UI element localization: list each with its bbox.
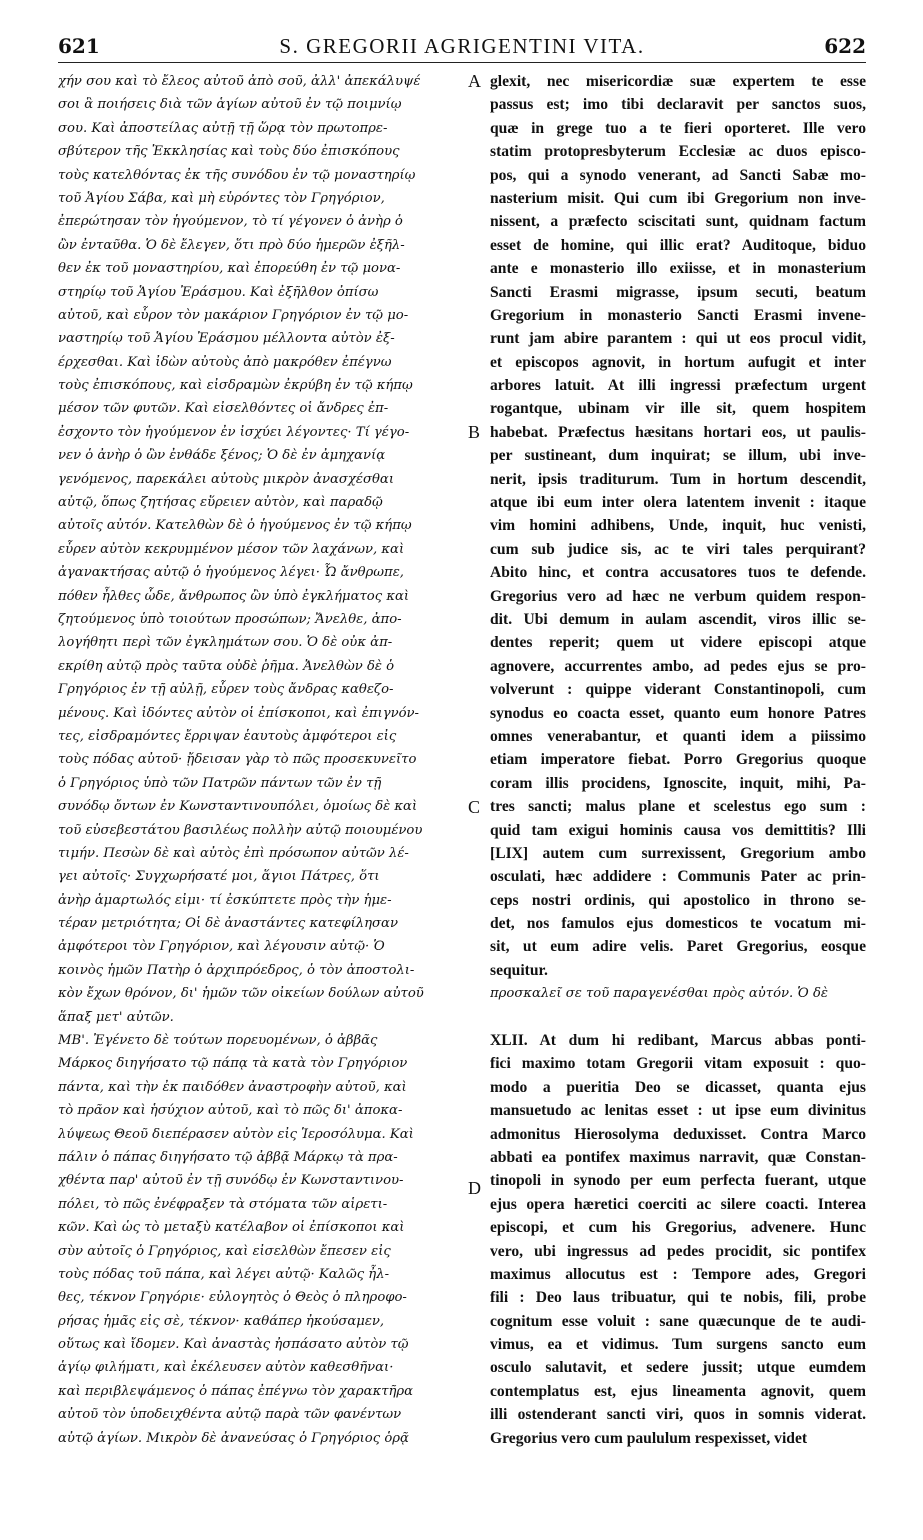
greek-line: σου. Καὶ ἀποστείλας αὐτῇ τῇ ὥρᾳ τὸν πρωτοπρε- bbox=[58, 120, 388, 136]
running-header bbox=[58, 34, 866, 63]
greek-line: κὸν ἔχων θρόνον, δι' ἡμῶν τῶν οἰκείων δούλων αὐτοῦ bbox=[58, 986, 424, 1002]
latin-line: rogantque, ubinam vir ille sit, quem hospitem bbox=[490, 400, 866, 418]
latin-line: fili : Deo laus tribuatur, qui te nobis, fili, probe bbox=[490, 1289, 866, 1307]
greek-line: ὁ Γρηγόριος ὑπὸ τῶν Πατρῶν πάντων τῶν ἐν τῇ bbox=[58, 775, 382, 791]
greek-line: συνόδῳ ὄντων ἐν Κωνσταντινουπόλει, ὁμοίως δὲ καὶ bbox=[58, 799, 418, 815]
margin-letter-d: D bbox=[468, 1178, 481, 1198]
latin-line: arbores latuit. At illi ingressi præfectum urgent bbox=[490, 377, 866, 395]
greek-line: τιμήν. Πεσὼν δὲ καὶ αὐτὸς ἐπὶ πρόσωπον αὐτῶν λέ- bbox=[58, 845, 409, 861]
latin-line: etiam imperatore fiebat. Porro Gregorius quoque bbox=[490, 751, 866, 769]
latin-line: cognitum esse voluit : sane quæcunque de te audi- bbox=[490, 1312, 866, 1330]
greek-line: ΜΒ'. Ἐγένετο δὲ τούτων πορευομένων, ὁ ἀββᾶς bbox=[58, 1033, 378, 1049]
latin-line: nasterium misit. Qui cum ibi Gregorium non inve- bbox=[490, 189, 866, 207]
latin-line: Gregorium in monasterio Sancti Erasmi invene- bbox=[490, 306, 866, 324]
greek-line: τες, εἰσδραμόντες ἔρριψαν ἑαυτοὺς ἀμφότεροι εἰς bbox=[58, 728, 397, 744]
latin-line: fici maximo totam Gregorii vitam exposuit : quo- bbox=[490, 1055, 866, 1073]
greek-line: νεν ὁ ἀνὴρ ὁ ὢν ἐνθάδε ξένος; Ὁ δὲ ἐν ἀμηχανίᾳ bbox=[58, 448, 386, 464]
greek-line: Γρηγόριος ἐν τῇ αὐλῇ, εὗρεν τοὺς ἄνδρας καθεζο- bbox=[58, 682, 394, 698]
greek-line: Μάρκος διηγήσατο τῷ πάπᾳ τὰ κατὰ τὸν Γρηγόριον bbox=[58, 1056, 408, 1072]
latin-line: omnes venerabantur, et quanti idem a piissimo bbox=[490, 727, 866, 745]
latin-greek-carry-line: προσκαλεῖ σε τοῦ παραγενέσθαι πρὸς αὐτόν. Ὁ δὲ bbox=[490, 986, 828, 1002]
latin-line: sequitur. bbox=[490, 961, 548, 979]
greek-line: γενόμενος, παρεκάλει αὐτοὺς μικρὸν ἀνασχέσθαι bbox=[58, 471, 394, 487]
latin-line: quæ in grege tuo a te fieri oporteret. Ille vero bbox=[490, 119, 866, 137]
latin-line: synodus eo coacta esset, quanto eum honore Patres bbox=[490, 704, 866, 722]
latin-line: nissent, a præfecto sciscitati sunt, quidnam factum bbox=[490, 213, 866, 231]
greek-line: οὕτως καὶ ἴδομεν. Καὶ ἀναστὰς ἠσπάσατο αὐτὸν τῷ bbox=[58, 1337, 409, 1353]
greek-line: λύψεως Θεοῦ διεπέρασεν αὐτὸν εἰς Ἱεροσόλυμα. Καὶ bbox=[58, 1126, 414, 1142]
greek-line: πάλιν ὁ πάπας διηγήσατο τῷ ἀββᾷ Μάρκῳ τὰ πρα- bbox=[58, 1149, 398, 1165]
greek-line: ναστηρίῳ τοῦ Ἁγίου Ἐράσμου μέλλοντα αὐτὸν ἐξ- bbox=[58, 331, 395, 347]
greek-line: τοὺς πόδας τοῦ πάπα, καὶ λέγει αὐτῷ· Καλῶς ἦλ- bbox=[58, 1266, 390, 1282]
greek-line: εὗρεν αὐτὸν κεκρυμμένον μέσον τῶν λαχάνων, καὶ bbox=[58, 541, 405, 557]
latin-line: sit, ut eum adire velis. Paret Gregorius, eosque bbox=[490, 938, 866, 956]
greek-line: καὶ περιβλεψάμενος ὁ πάπας ἐπέγνω τὸν χαρακτῆρα bbox=[58, 1383, 414, 1399]
greek-line: ἀμφότεροι τὸν Γρηγόριον, καὶ λέγουσιν αὐτῷ· Ὁ bbox=[58, 939, 385, 955]
latin-line: nerit, ipsis traditurum. Tum in hortum descendit, bbox=[490, 470, 866, 488]
greek-line: κοινὸς ἡμῶν Πατὴρ ὁ ἀρχιπρόεδρος, ὁ τὸν ἀποστολι- bbox=[58, 962, 415, 978]
greek-line: ρήσας ἡμᾶς εἰς σὲ, τέκνον· καθάπερ ἠκούσαμεν, bbox=[58, 1313, 385, 1329]
latin-line: vimus, ea et vidimus. Tum surgens sancto eum bbox=[490, 1336, 866, 1354]
greek-line: κῶν. Καὶ ὡς τὸ μεταξὺ κατέλαβον οἱ ἐπίσκοποι καὶ bbox=[58, 1220, 405, 1236]
latin-line: passus est; imo tibi declaravit per sanctos suos, bbox=[490, 96, 866, 114]
latin-line: maximus allocutus est : Tempore ades, Gregori bbox=[490, 1265, 866, 1283]
greek-line: ἀνὴρ ἁμαρτωλός εἰμι· τί ἐσκύπτετε πρὸς τὴν ἡμε- bbox=[58, 892, 392, 908]
greek-line: σὺν αὐτοῖς ὁ Γρηγόριος, καὶ εἰσελθὼν ἔπεσεν εἰς bbox=[58, 1243, 391, 1259]
latin-line: osculo salutavit, et sedere jussit; utque eumdem bbox=[490, 1359, 866, 1377]
latin-line: det, nos famulos ejus domesticos te vocatum mi- bbox=[490, 915, 866, 933]
latin-line: Gregorius vero ad hæc ne verbum quidem respon- bbox=[490, 587, 866, 605]
greek-line: εκρίθη αὐτῷ πρὸς ταῦτα οὐδὲ ῥῆμα. Ἀνελθὼν δὲ ὁ bbox=[58, 658, 395, 674]
page-number-right: 622 bbox=[824, 34, 866, 58]
greek-line: ἀγανακτήσας αὐτῷ ὁ ἡγούμενος λέγει· Ὦ ἄνθρωπε, bbox=[58, 565, 404, 581]
latin-line: esset de homine, qui illic erat? Auditoque, biduo bbox=[490, 236, 866, 254]
latin-line: mansuetudo ac lenitas esset : ut ipse eum divinitus bbox=[490, 1102, 866, 1120]
greek-line: τέραν μετριότητα; Οἱ δὲ ἀναστάντες κατεφίλησαν bbox=[58, 916, 398, 932]
latin-line: pos, qui a synodo venerant, ad Sancti Sabæ mo- bbox=[490, 166, 866, 184]
greek-line: ἁγίῳ φιλήματι, καὶ ἐκέλευσεν αὐτὸν καθεσθῆναι· bbox=[58, 1360, 394, 1376]
greek-line: γει αὐτοῖς· Συγχωρήσατέ μοι, ἅγιοι Πάτρες, ὅτι bbox=[58, 869, 380, 885]
greek-line: ἅπαξ μετ' αὐτῶν. bbox=[58, 1009, 174, 1025]
latin-line: Abito hinc, et contra accusatores tuos te defende. bbox=[490, 564, 866, 582]
latin-line: modo a pueritia Deo se dicasset, quanta ejus bbox=[490, 1078, 866, 1096]
greek-line: θεν ἐκ τοῦ μοναστηρίου, καὶ ἐπορεύθη ἐν τῷ μονα- bbox=[58, 261, 401, 277]
latin-line: agnovere, accurrentes ambo, ad pedes ejus se pro- bbox=[490, 657, 866, 675]
latin-line: dit. Ubi demum in aulam ascendit, viros illic se- bbox=[490, 610, 866, 628]
greek-line: χήν σου καὶ τὸ ἔλεος αὐτοῦ ἀπὸ σοῦ, ἀλλ' ἀπεκάλυψέ bbox=[58, 74, 421, 89]
latin-line: et episcopos agnovit, in hortum aufugit et inter bbox=[490, 353, 866, 371]
greek-line: αὐτοῦ τὸν ὑποδειχθέντα αὐτῷ παρὰ τῶν φανέντων bbox=[58, 1407, 402, 1423]
greek-line: ἐσχοντο τὸν ἡγούμενον ἐν ἰσχύει λέγοντες· Τί γέγο- bbox=[58, 424, 410, 440]
greek-line: στηρίῳ τοῦ Ἁγίου Ἐράσμου. Καὶ ἐξῆλθον ὀπίσω bbox=[58, 284, 379, 300]
greek-line: αὐτῷ ἁγίων. Μικρὸν δὲ ἀνανεύσας ὁ Γρηγόριος ὁρᾷ bbox=[58, 1430, 409, 1446]
greek-line: πόθεν ἦλθες ὧδε, ἄνθρωπος ὢν ὑπὸ ἐγκλήματος καὶ bbox=[58, 588, 410, 604]
latin-line: episcopi, et cum his Gregorius, advenere. Hunc bbox=[490, 1219, 866, 1237]
greek-line: τοὺς κατελθόντας ἐκ τῆς συνόδου ἐν τῷ μοναστηρίῳ bbox=[58, 167, 416, 183]
greek-line: πόλει, τὸ πῶς ἐνέφραξεν τὰ στόματα τῶν αἱρετι- bbox=[58, 1196, 388, 1212]
greek-line: αὐτοῖς αὐτόν. Κατελθὼν δὲ ὁ ἡγούμενος ἐν τῷ κήπῳ bbox=[58, 518, 412, 534]
latin-line: statim protopresbyterum Ecclesiæ ac duos episco- bbox=[490, 143, 866, 161]
greek-line: σοι ἃ ποιήσεις διὰ τῶν ἁγίων αὐτοῦ ἐν τῷ ποιμνίῳ bbox=[58, 97, 402, 113]
latin-line: ejus opera hæretici coerciti ac silere coacti. Interea bbox=[490, 1195, 866, 1213]
greek-line: θες, τέκνον Γρηγόριε· εὐλογητὸς ὁ Θεὸς ὁ πληροφο- bbox=[58, 1290, 407, 1306]
latin-line: runt jam abire parantem : qui ut eos procul vidit, bbox=[490, 330, 866, 348]
latin-line: volverunt : quippe viderant Constantinopoli, cum bbox=[490, 681, 866, 699]
latin-column bbox=[490, 70, 866, 1450]
margin-letter-a: A bbox=[468, 71, 481, 91]
latin-line: tinopoli in synodo per eum perfecta fuerant, utque bbox=[490, 1172, 866, 1190]
latin-line: Sancti Erasmi migrasse, ipsum secuti, beatum bbox=[490, 283, 866, 301]
latin-line: atque ibi eum inter olera latentem invenit : itaque bbox=[490, 494, 866, 512]
latin-line: glexit, nec misericordiæ suæ expertem te esse bbox=[490, 73, 866, 90]
latin-line: vim homini adhibens, Unde, inquit, huc venisti, bbox=[490, 517, 866, 535]
greek-line: ἐπερώτησαν τὸν ἡγούμενον, τὸ τί γέγονεν ὁ ἀνὴρ ὁ bbox=[58, 214, 403, 230]
greek-line: μένους. Καὶ ἰδόντες αὐτὸν οἱ ἐπίσκοποι, καὶ ἐπιγνόν- bbox=[58, 705, 420, 721]
latin-line: vero, ubi ingressus ad pedes procidit, sic pontifex bbox=[490, 1242, 866, 1260]
greek-line: τοῦ Ἁγίου Σάβα, καὶ μὴ εὑρόντες τὸν Γρηγόριον, bbox=[58, 190, 385, 206]
greek-line: τοῦ εὐσεβεστάτου βασιλέως πολλὴν αὐτῷ ποιουμένου bbox=[58, 822, 423, 838]
latin-line: contemplatus est, ejus lineamenta agnovit, quem bbox=[490, 1382, 866, 1400]
running-title: S. GREGORII AGRIGENTINI VITA. bbox=[279, 34, 645, 58]
margin-letter-b: B bbox=[468, 422, 481, 442]
latin-line: admonitus Hierosolyma deduxisset. Contra Marco bbox=[490, 1125, 866, 1143]
greek-line: έρχεσθαι. Καὶ ἰδὼν αὐτοὺς ἀπὸ μακρόθεν ἐπέγνω bbox=[58, 354, 392, 370]
greek-line: τὸ πρᾶον καὶ ἡσύχιον αὐτοῦ, καὶ τὸ πῶς δι' ἀποκα- bbox=[58, 1103, 403, 1119]
greek-line: ζητούμενος ὑπὸ τοιούτων προσώπων; Ἄνελθε, ἀπο- bbox=[58, 611, 402, 627]
greek-line: χθέντα παρ' αὐτοῦ ἐν τῇ συνόδῳ ἐν Κωνσταντινου- bbox=[58, 1173, 404, 1189]
latin-line: ceps nostri ordinis, qui apostolico in throno se- bbox=[490, 891, 866, 909]
greek-line: μέσον τῶν φυτῶν. Καὶ εἰσελθόντες οἱ ἄνδρες ἐπ- bbox=[58, 401, 389, 417]
greek-line: αὐτοῦ, καὶ εὗρον τὸν μακάριον Γρηγόριον ἐν τῷ μο- bbox=[58, 307, 409, 323]
page-number-left: 621 bbox=[58, 34, 100, 58]
latin-line: Gregorius vero cum paululum respexisset, videt bbox=[490, 1429, 808, 1447]
latin-line: per sustineant, dum inquirat; se illum, ubi inve- bbox=[490, 447, 866, 465]
latin-line: habebat. Præfectus hæsitans hortari eos, ut paulis- bbox=[490, 423, 866, 441]
latin-line: tres sancti; malus plane et scelestus ego sum : bbox=[490, 798, 866, 816]
latin-line: osculati, hæc addidere : Communis Pater ac prin- bbox=[490, 868, 866, 886]
latin-line: cum sub judice sis, ac te viri tales perquirant? bbox=[490, 540, 866, 558]
greek-line: λογήθητι περὶ τῶν ἐγκλημάτων σου. Ὁ δὲ οὐκ ἀπ- bbox=[58, 635, 393, 651]
latin-line: abbati ea pontifex maximus narravit, quæ Constan- bbox=[490, 1148, 866, 1166]
latin-line: quid tam exigui hominis causa vos demittitis? Illi bbox=[490, 821, 866, 839]
latin-line: ante e monasterio illo exiisse, et in monasterium bbox=[490, 260, 866, 278]
greek-line: ὢν ἐνταῦθα. Ὁ δὲ ἔλεγεν, ὅτι πρὸ δύο ἡμερῶν ἐξῆλ- bbox=[58, 237, 405, 253]
latin-line: dentes reperit; quem ut videre episcopi atque bbox=[490, 634, 866, 652]
margin-letter-c: C bbox=[468, 797, 481, 817]
greek-line: αὐτῷ, ὅπως ζητήσας εὕρειεν αὐτὸν, καὶ παραδῷ bbox=[58, 495, 383, 511]
greek-line: τοὺς ἐπισκόπους, καὶ εἰσδραμὼν ἐκρύβη ἐν τῷ κήπῳ bbox=[58, 378, 413, 394]
latin-line: coram illis procidens, Ignoscite, inquit, mihi, Pa- bbox=[490, 774, 866, 792]
greek-line: πάντα, καὶ τὴν ἐκ παιδόθεν ἀναστροφὴν αὐτοῦ, καὶ bbox=[58, 1079, 407, 1095]
section-gap bbox=[490, 1006, 866, 1029]
latin-line: illi ostenderant sancti viri, quos in somnis viderat. bbox=[490, 1406, 866, 1424]
greek-line: σβύτερον τῆς Ἐκκλησίας καὶ τοὺς δύο ἐπισκόπους bbox=[58, 144, 400, 160]
greek-line: τοὺς πόδας αὐτοῦ· ᾔδεισαν γὰρ τὸ πῶς προσεκυνεῖτο bbox=[58, 752, 417, 768]
latin-line: XLII. At dum hi redibant, Marcus abbas ponti- bbox=[490, 1032, 866, 1050]
greek-column bbox=[58, 70, 462, 1450]
latin-line: [LIX] autem cum surrexissent, Gregorium ambo bbox=[490, 844, 866, 862]
